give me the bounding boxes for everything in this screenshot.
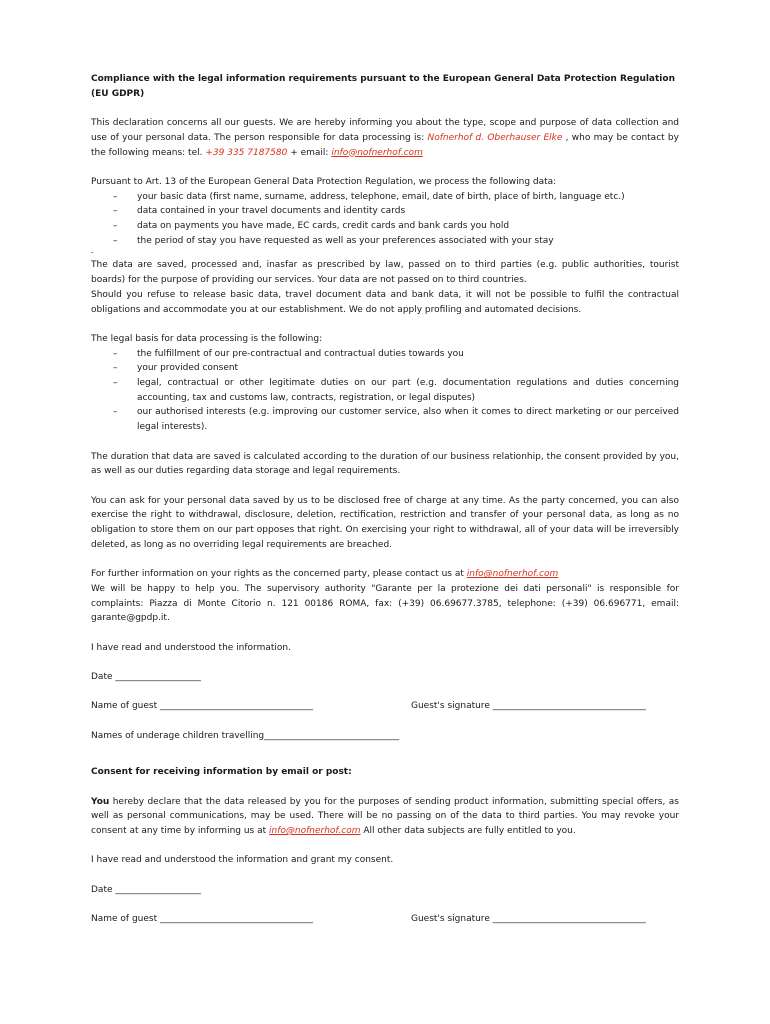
contact-paragraph: For further information on your rights as the concerned party, please contact us at info@nofnerhof.com <box>91 569 559 580</box>
acknowledgement-text: I have read and understood the information. <box>91 642 291 653</box>
children-field[interactable]: Names of underage children travelling______________________________ <box>91 730 400 741</box>
consent-guest-name-field[interactable]: Name of guest __________________________________ <box>91 914 313 925</box>
contact-email-link[interactable]: info@nofnerhof.com <box>331 147 423 158</box>
list-item: – data on payments you have made, EC cards, credit cards and bank cards you hold <box>91 219 679 234</box>
consent-paragraph: You hereby declare that the data released by you for the purposes of sending product information, submitting special offers, as well as personal communications, may be used. There will be no passing on of the data to third parties. You may revoke your consent at any time by informing us at info@nofnerhof.com All other data subjects are fully entitled to you. <box>91 796 679 836</box>
dash-bullet: – <box>113 191 118 202</box>
dash-bullet: – <box>113 363 118 374</box>
list-item: – the period of stay you have requested as well as your preferences associated with your stay <box>91 234 679 249</box>
guest-signature-field[interactable]: Guest's signature __________________________________ <box>411 701 646 712</box>
list-item: – legal, contractual or other legitimate duties on our part (e.g. documentation regulations and duties concerning accounting, tax and customs law, contracts, registration, or legal disputes) <box>113 378 679 403</box>
intro-text-2: , who may be contact by the following means: tel. <box>91 132 679 158</box>
consent-email-link[interactable]: info@nofnerhof.com <box>269 825 361 836</box>
dash-bullet: – <box>113 348 118 359</box>
consent-guest-signature-field[interactable]: Guest's signature __________________________________ <box>411 914 646 925</box>
contact-email-link[interactable]: info@nofnerhof.com <box>466 569 559 580</box>
art13-lead: Pursuant to Art. 13 of the European General Data Protection Regulation, we process the following data: <box>91 176 557 187</box>
dash-bullet: – <box>113 221 118 231</box>
consent-bold-word: You <box>91 796 110 807</box>
intro-paragraph <box>91 116 679 160</box>
rights-paragraph: You can ask for your personal data saved by us to be disclosed free of charge at any time. As the party concerned, you can also exercise the right to withdrawal, disclosure, deletion, rectification, restriction and transfer of your personal data, as long as no obligation to store them on our part opposes that right. On exercising your right to withdrawal, all of your data will be irreversibly deleted, as long as no overriding legal requirements are breached. <box>91 495 679 550</box>
supervisory-authority-paragraph: We will be happy to help you. The supervisory authority "Garante per la protezione dei dati personali" is responsible for complaints: Piazza di Monte Citorio n. 121 00186 ROMA, fax: (+39) 06.69677.3785, telephone: (+39) 06.696771, email: garante@gpdp.it. <box>91 583 679 624</box>
dash-bullet: – <box>113 235 118 246</box>
responsible-person: Nofnerhof d. Oberhauser Elke <box>427 132 563 143</box>
contact-phone: +39 335 7187580 <box>205 147 288 158</box>
list-item: – the fulfillment of our pre-contractual and contractual duties towards you <box>91 347 679 362</box>
list-item: – data contained in your travel documents and identity cards <box>91 204 679 219</box>
intro-text-1: This declaration concerns all our guests. We are hereby informing you about the type, scope and purpose of data collection and use of your personal data. The person responsible for data processing is: <box>91 118 679 143</box>
date-field[interactable]: Date ___________________ <box>91 672 201 682</box>
list-item: – our authorised interests (e.g. improving our customer service, also when it comes to direct marketing or our perceived legal interests). <box>113 407 679 433</box>
refusal-paragraph: Should you refuse to release basic data, travel document data and bank data, it will not be possible to fulfil the contractual obligations and accommodate you at our establishment. We do not apply profiling and automated decisions. <box>91 289 679 315</box>
consent-acknowledgement-text: I have read and understood the information and grant my consent. <box>91 855 394 866</box>
document-title: Compliance with the legal information requirements pursuant to the European General Data Protection Regulation (EU GDPR) <box>91 74 675 99</box>
legal-basis-list <box>91 347 679 435</box>
dash-bullet: – <box>113 378 118 389</box>
intro-text-3: + email: <box>287 147 332 158</box>
dash-bullet: – <box>113 407 118 418</box>
signature-row <box>91 699 679 714</box>
processed-data-list <box>91 190 679 249</box>
legal-basis-lead: The legal basis for data processing is the following: <box>91 333 323 344</box>
guest-name-field[interactable]: Name of guest __________________________________ <box>91 701 313 712</box>
list-item: – your basic data (first name, surname, address, telephone, email, date of birth, place of birth, language etc.) <box>91 190 679 205</box>
consent-signature-row <box>91 912 679 927</box>
consent-heading: Consent for receiving information by email or post: <box>91 767 352 778</box>
document-page <box>91 72 679 927</box>
stray-mark: - <box>91 249 94 258</box>
consent-date-field[interactable]: Date ___________________ <box>91 884 201 895</box>
dash-bullet: – <box>113 206 118 217</box>
duration-paragraph: The duration that data are saved is calculated according to the duration of our business relationhip, the consent provided by you, as well as our duties regarding data storage and legal requirements. <box>91 451 679 477</box>
data-sharing-paragraph: The data are saved, processed and, inasfar as prescribed by law, passed on to third parties (e.g. public authorities, tourist boards) for the purpose of providing our services. Your data are not passed on to third countries. <box>91 260 679 286</box>
list-item: – your provided consent <box>91 361 679 376</box>
